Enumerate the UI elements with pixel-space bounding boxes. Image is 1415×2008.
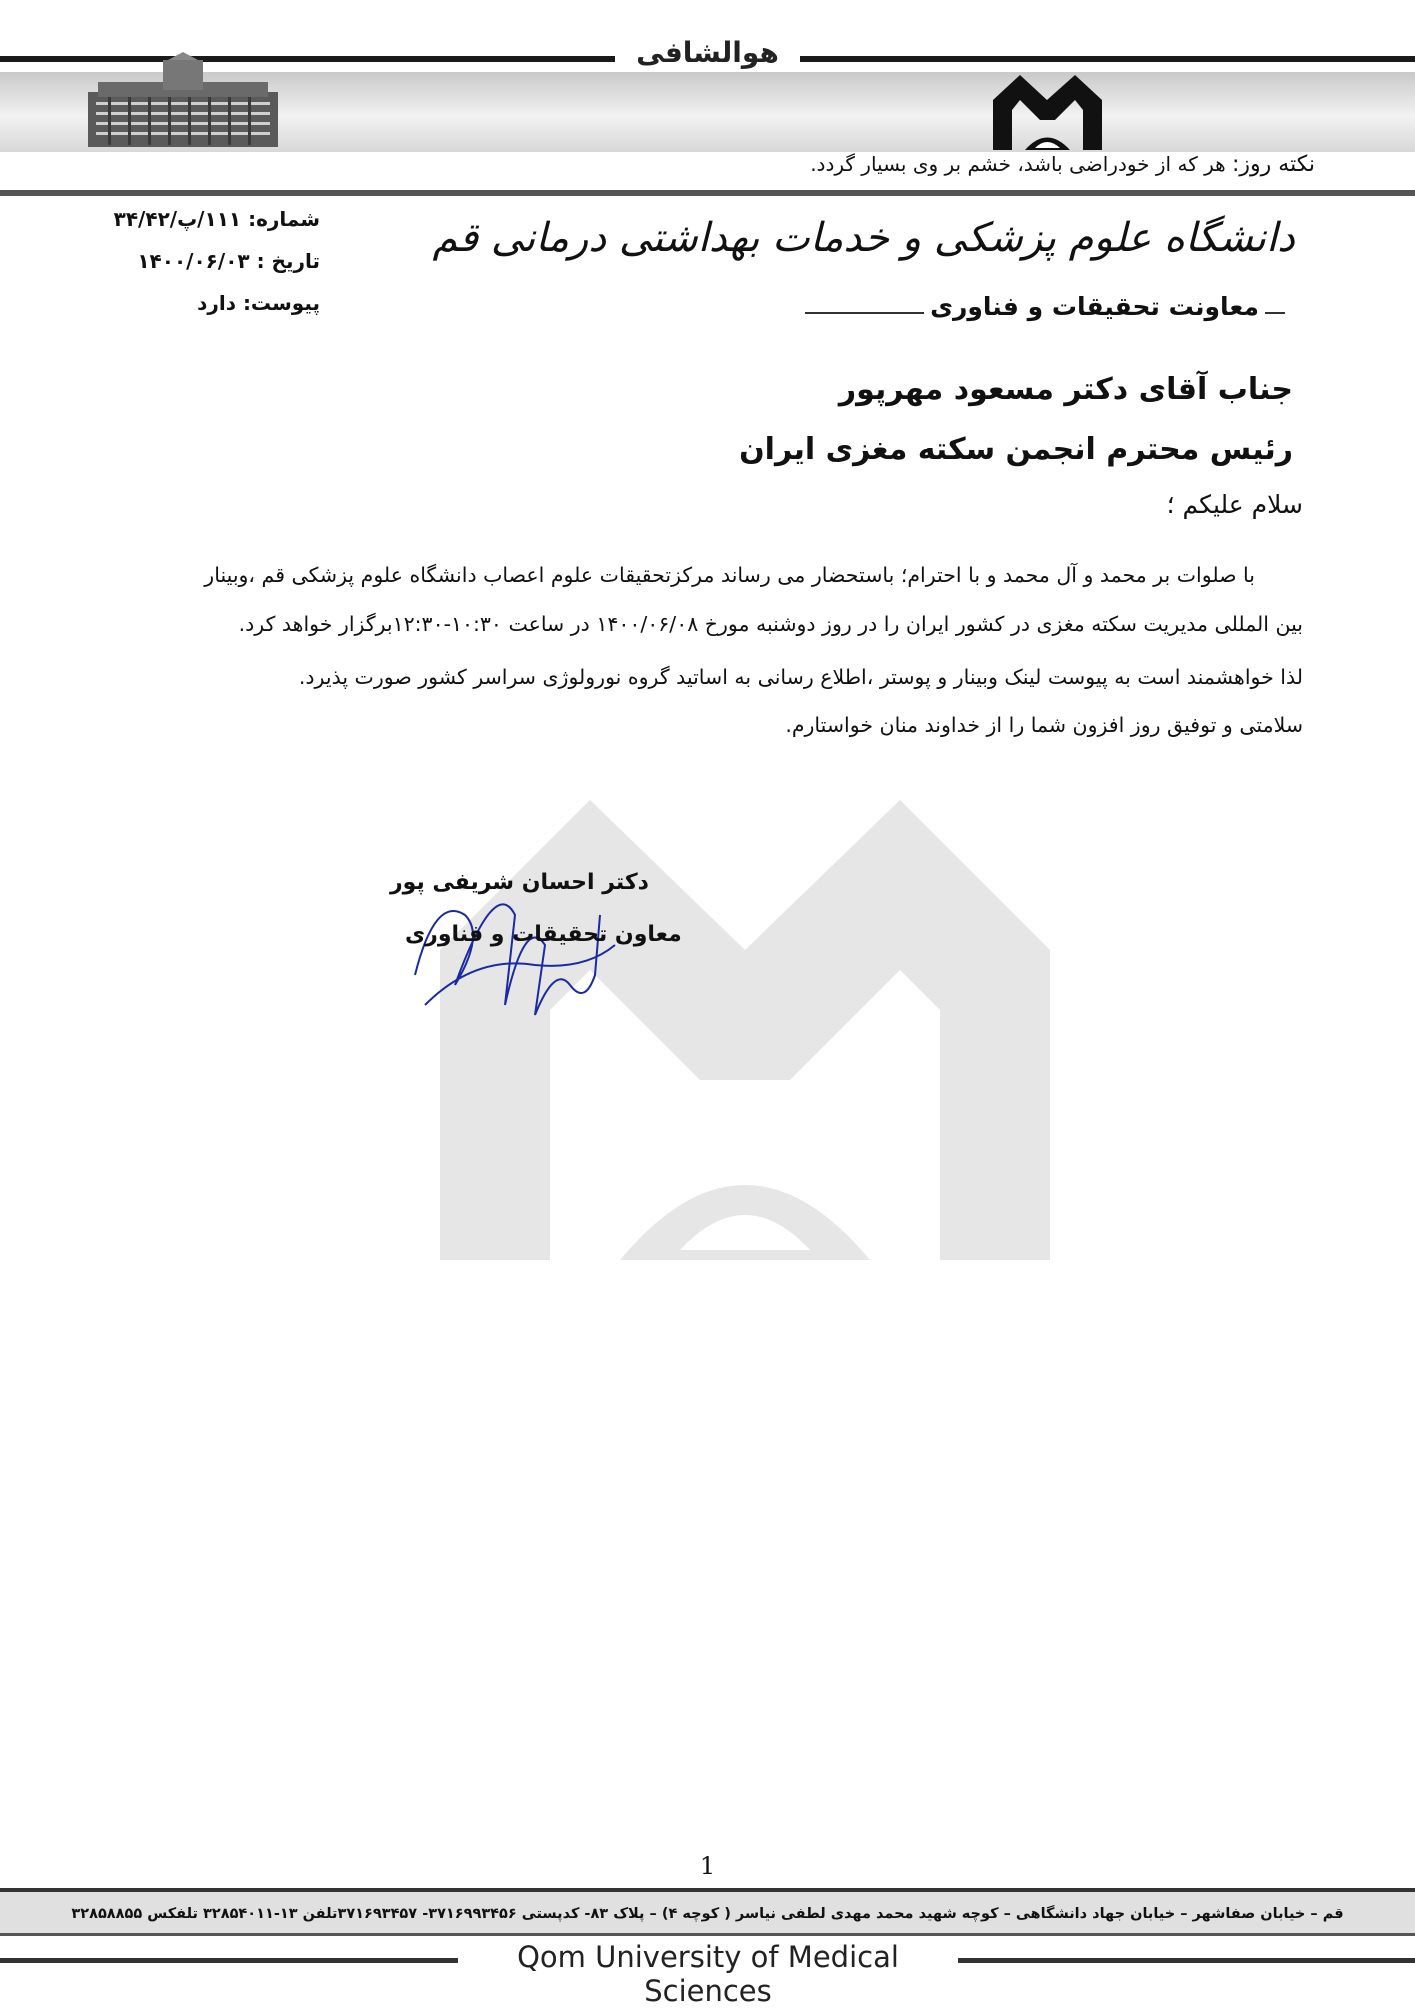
daily-tip-label: نکته روز: bbox=[1232, 152, 1315, 177]
footer-university-en: Qom University of Medical Sciences bbox=[517, 1940, 899, 2008]
signatory-name: دکتر احسان شریفی پور bbox=[390, 870, 649, 895]
page-number: 1 bbox=[699, 1852, 716, 1880]
motto-text: هوالشافی bbox=[636, 36, 779, 69]
body-line-3: لذا خواهشمند است به پیوست لینک وبینار و پوستر ،اطلاع رسانی به اساتید گروه نورولوژی سراسر کشور صورت پذیرد. bbox=[298, 665, 1303, 689]
body-line-2: بین المللی مدیریت سکته مغزی در کشور ایران را در روز دوشنبه مورخ ۱۴۰۰/۰۶/۰۸ در ساعت ۱۰:۳۰-۱۲:۳۰برگزار خواهد کرد. bbox=[238, 612, 1303, 636]
university-logo-icon bbox=[985, 70, 1110, 160]
recipient-name: جناب آقای دکتر مسعود مهرپور bbox=[838, 372, 1293, 407]
letter-date: تاریخ : ۱۴۰۰/۰۶/۰۳ bbox=[137, 249, 320, 273]
letter-attachment: پیوست: دارد bbox=[197, 291, 320, 315]
body-line-1: با صلوات بر محمد و آل محمد و با احترام؛ باستحضار می رساند مرکزتحقیقات علوم اعصاب دانشگاه علوم پزشکی قم ،وبینار bbox=[204, 563, 1255, 587]
university-name: دانشگاه علوم پزشکی و خدمات بهداشتی درمانی قم bbox=[432, 215, 1295, 261]
vice-chancellery-row bbox=[785, 292, 1305, 332]
daily-tip-text: هر که از خودراضی باشد، خشم بر وی بسیار گردد. bbox=[810, 152, 1226, 176]
vice-chancellery: معاونت تحقیقات و فناوری bbox=[924, 292, 1265, 321]
letter-number: شماره: ۱۱۱/پ/۳۴/۴۲ bbox=[113, 207, 320, 231]
recipient-title: رئیس محترم انجمن سکته مغزی ایران bbox=[739, 432, 1293, 467]
body-line-4: سلامتی و توفیق روز افزون شما را از خداوند منان خواستارم. bbox=[785, 713, 1303, 737]
daily-tip bbox=[810, 152, 1315, 177]
header-bottom-rule bbox=[0, 190, 1415, 196]
signatory-title: معاون تحقیقات و فناوری bbox=[405, 922, 682, 947]
university-building-icon bbox=[88, 52, 278, 147]
greeting: سلام علیکم ؛ bbox=[1166, 490, 1303, 519]
footer-address: قم – خیابان صفاشهر – خیابان جهاد دانشگاهی – کوچه شهید محمد مهدی لطفی نیاسر ( کوچه ۴) – پلاک ۸۳- کدپستی ۳۷۱۶۹۹۳۴۵۶- ۳۷۱۶۹۳۴۵۷تلفن ۱۳-۳۲۸۵۴۰۱۱ تلفکس ۳۲۸۵۸۸۵۵ bbox=[71, 1906, 1344, 1922]
